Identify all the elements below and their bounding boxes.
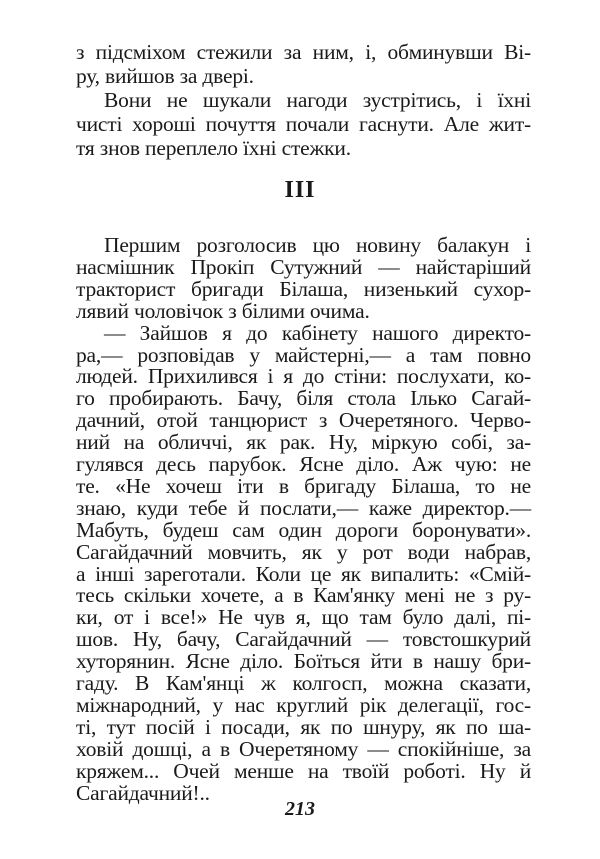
text-line: ра,— розповідав у майстерні,— а там повно <box>76 342 531 367</box>
text-line: міжнародний, у нас круглий рік делегації, гос- <box>76 692 531 717</box>
text-line: людей. Прихилився і я до стіни: послухати, ко- <box>76 364 531 389</box>
section-heading: III <box>284 177 316 203</box>
text-line: кряжем... Очей менше на твоїй роботі. Ну й <box>76 758 531 783</box>
text-line: лявий чоловічок з білими очима. <box>76 298 370 323</box>
text-line: тя знов переплело їхні стежки. <box>76 136 351 160</box>
text-line: Мабуть, будеш сам один дороги боронувати». <box>76 517 531 542</box>
text-line: хуторянин. Ясне діло. Боїться йти в нашу бри- <box>76 649 531 674</box>
text-line: ховій дошці, а в Очеретяному — спокійніше, за <box>76 736 531 761</box>
text-line: тракторист бригади Білаша, низенький сухор- <box>76 276 531 301</box>
text-line: ки, от і все!» Не чув я, що там було далі, пі- <box>76 605 531 630</box>
text-line: чисті хороші почуття почали гаснути. Але жит- <box>76 112 531 136</box>
text-line: — Зайшов я до кабінету нашого директо- <box>104 320 531 345</box>
text-line: гаду. В Кам'янці ж колгосп, можна сказати, <box>76 671 531 695</box>
text-line: гулявся десь парубок. Ясне діло. Аж чую: не <box>76 452 531 476</box>
text-line: знаю, куди тебе й послати,— каже директор.— <box>76 495 531 520</box>
text-line: дачний, отой танцюрист з Очеретяного. Черво- <box>76 408 531 433</box>
text-line: Першим розголосив цю новину балакун і <box>104 233 531 257</box>
text-line: а інші зареготали. Коли це як випалить: «Смій- <box>76 561 531 586</box>
text-line: Сагайдачний!.. <box>76 780 210 805</box>
text-line: шов. Ну, бачу, Сагайдачний — товстошкурий <box>76 627 531 652</box>
text-line: го пробирають. Бачу, біля стола Ілько Сагай- <box>76 386 531 411</box>
text-line: ний на обличчі, як рак. Ну, міркую собі, за- <box>76 430 531 455</box>
text-line: Вони не шукали нагоди зустрітись, і їхні <box>104 88 531 112</box>
text-line: насмішник Прокіп Сутужний — найстаріший <box>76 254 531 279</box>
text-line: те. «Не хочеш іти в бригаду Білаша, то не <box>76 473 531 498</box>
page-number: 213 <box>285 798 315 820</box>
text-line: ру, вийшов за двері. <box>76 64 254 88</box>
text-line: з підсміхом стежили за ним, і, обминувши Ві- <box>76 40 531 64</box>
text-line: Сагайдачний мовчить, як у рот води набрав, <box>76 539 531 564</box>
text-line: тесь скільки хочете, а в Кам'янку мені не з ру- <box>76 583 531 608</box>
text-line: ті, тут посій і посади, як по шнуру, як по ша- <box>76 714 531 739</box>
